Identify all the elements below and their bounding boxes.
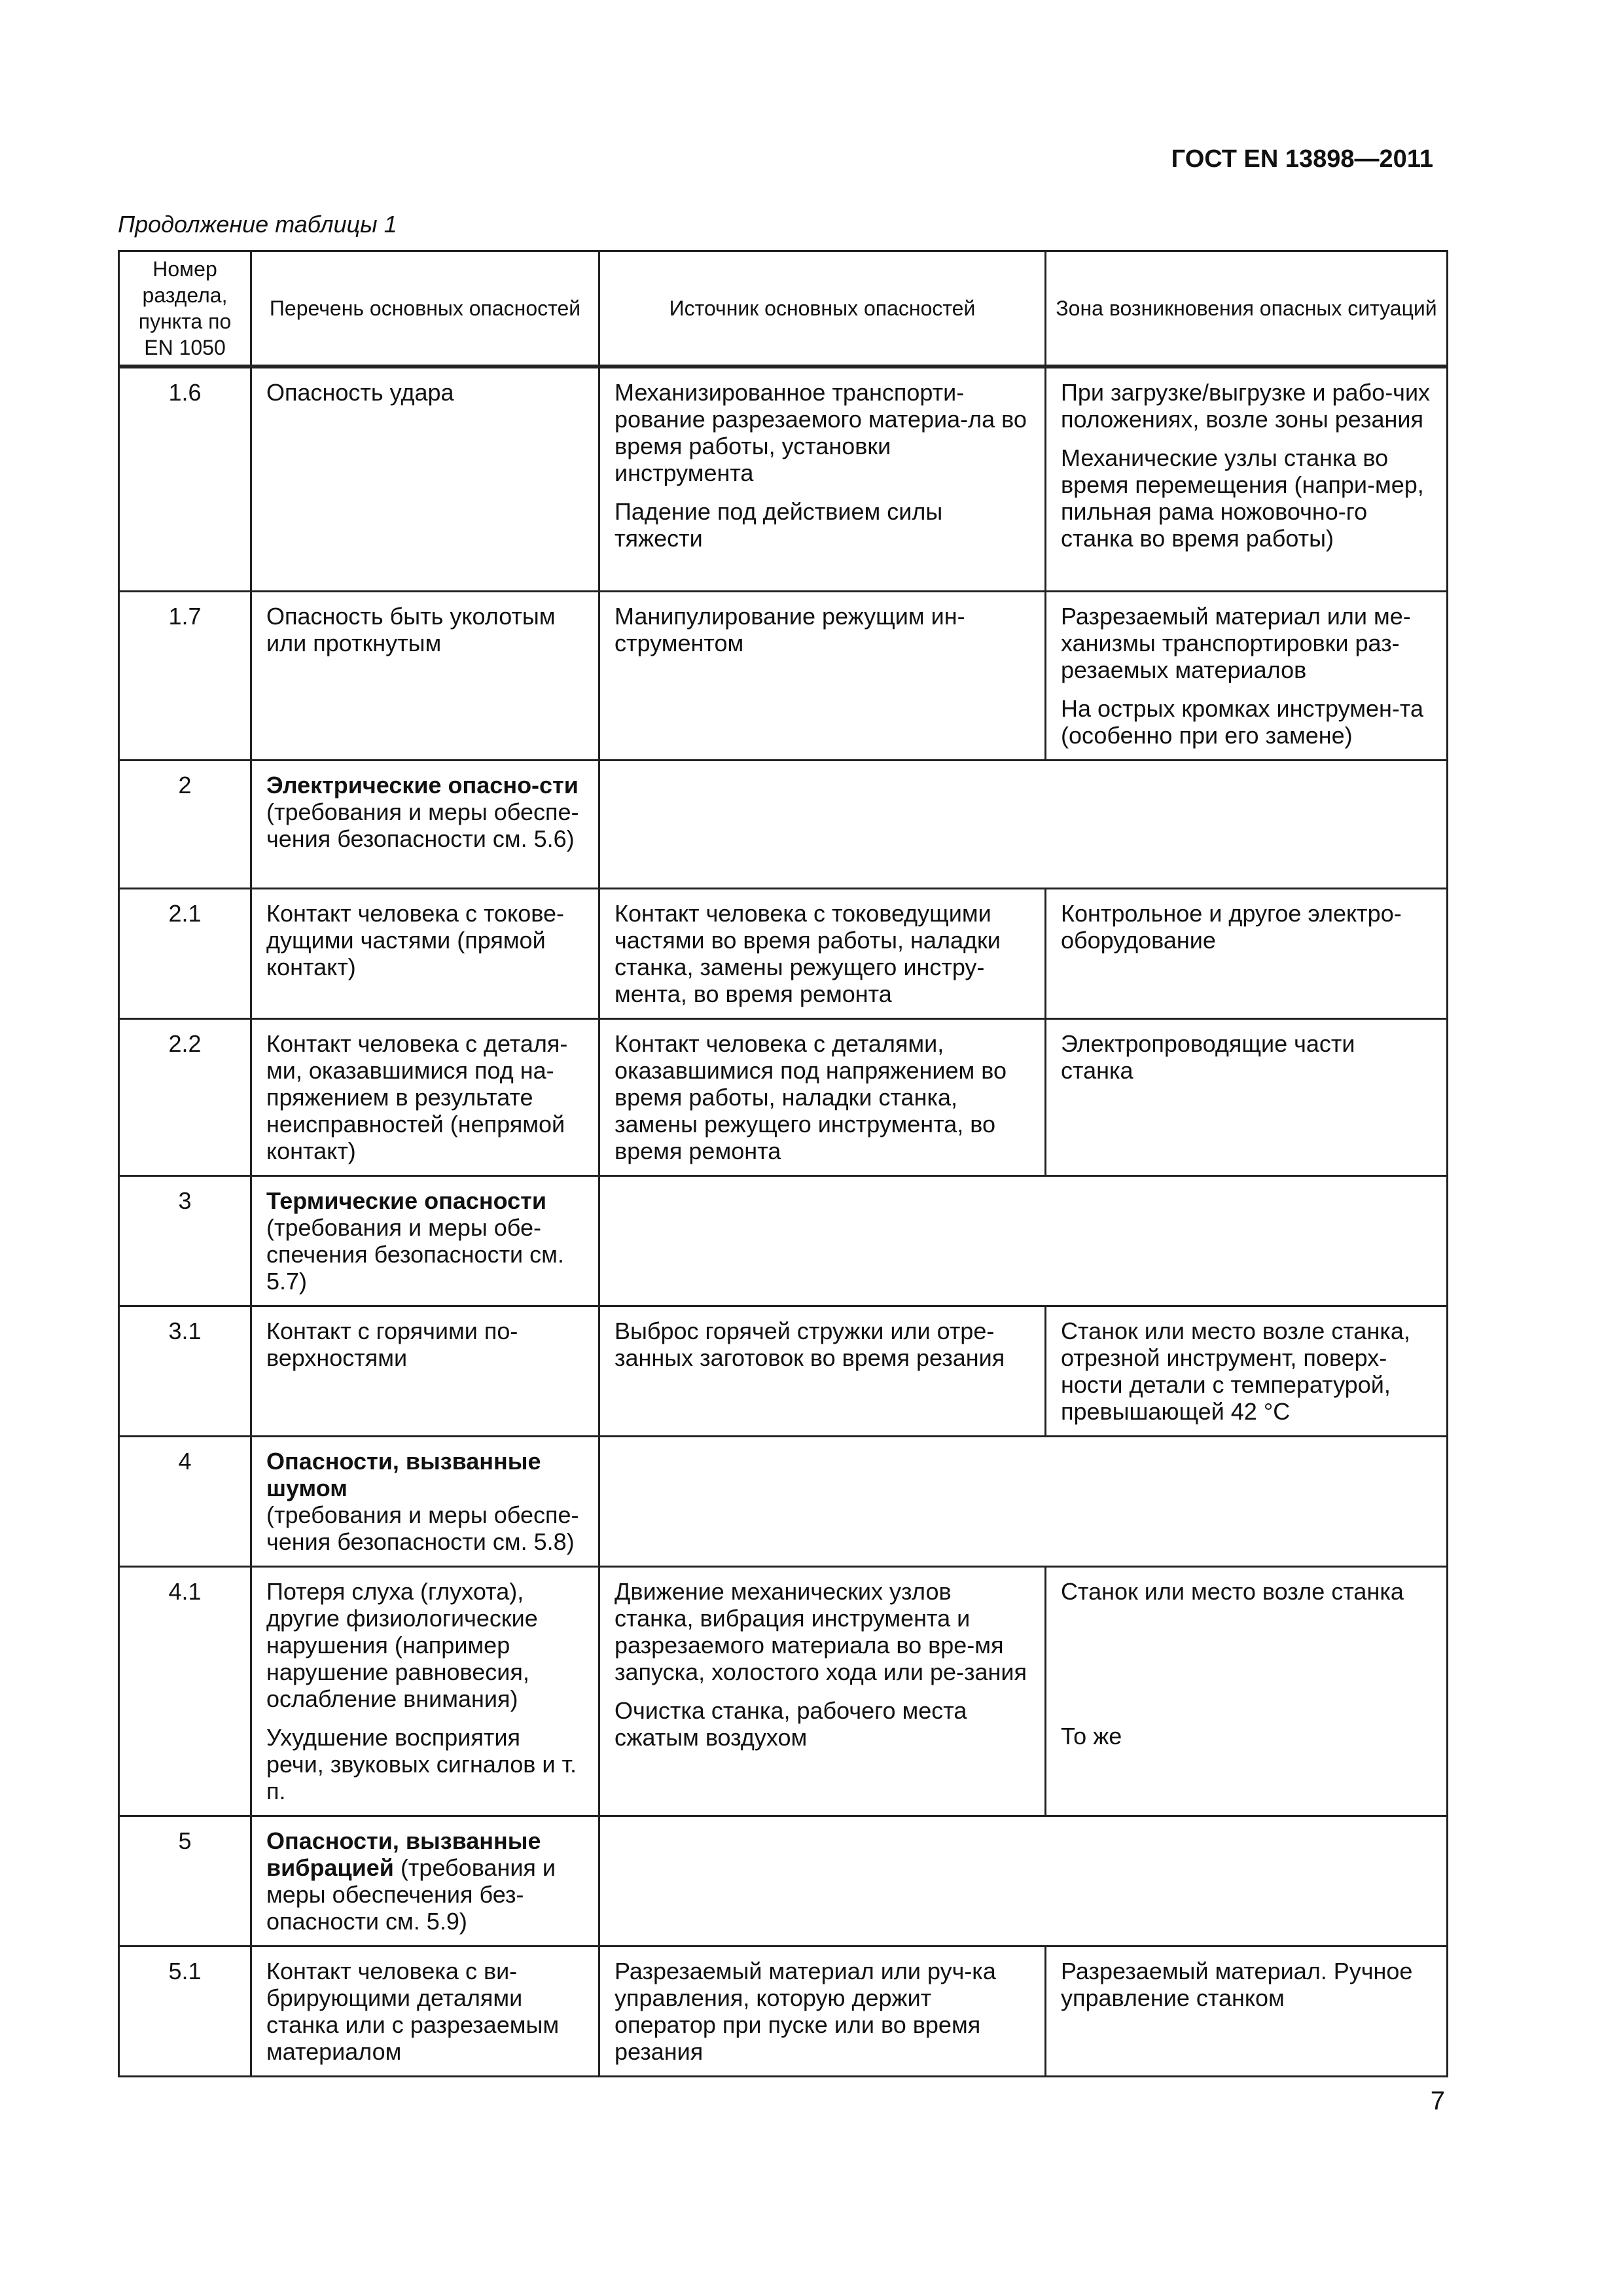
section-requirements: (требования и меры обеспе-чения безопасности см. 5.8) bbox=[266, 1501, 579, 1555]
hazard-text: Контакт человека с токове-дущими частями (прямой контакт) bbox=[266, 899, 564, 980]
standard-code: ГОСТ EN 13898—2011 bbox=[1171, 145, 1433, 173]
table-row bbox=[119, 367, 1448, 591]
zone-text: Электропроводящие части станка bbox=[1061, 1030, 1355, 1084]
zone-text: На острых кромках инструмен-та (особенно при его замене) bbox=[1061, 694, 1423, 749]
source-cell bbox=[599, 888, 1046, 1018]
table-row bbox=[119, 1018, 1448, 1175]
row-number: 1.6 bbox=[119, 367, 251, 591]
hazard-text: Контакт с горячими по-верхностями bbox=[266, 1317, 518, 1371]
zone-cell bbox=[1046, 1306, 1448, 1436]
zone-text: Разрезаемый материал или ме-ханизмы транспортировки раз-резаемых материалов bbox=[1061, 602, 1411, 683]
zone-text: То же bbox=[1061, 1722, 1122, 1749]
zone-text: Разрезаемый материал. Ручное управление станком bbox=[1061, 1957, 1413, 2011]
source-text: Механизированное транспорти-рование разрезаемого материа-ла во время работы, установки инструмента bbox=[615, 379, 1027, 486]
zone-text: Станок или место возле станка, отрезной инструмент, поверх-ности детали с температурой, превышающей 42 °С bbox=[1061, 1317, 1410, 1425]
empty-cell bbox=[599, 1175, 1448, 1306]
row-number: 2.2 bbox=[119, 1018, 251, 1175]
table-row bbox=[119, 888, 1448, 1018]
hazard-text: Контакт человека с деталя-ми, оказавшимися под на-пряжением в результате неисправностей (непрямой контакт) bbox=[266, 1030, 568, 1164]
hazard-cell bbox=[251, 1175, 599, 1306]
zone-cell bbox=[1046, 1946, 1448, 2076]
page-number: 7 bbox=[1430, 2087, 1445, 2115]
hazard-cell bbox=[251, 367, 599, 591]
section-title: Опасности, вызванные вибрацией bbox=[266, 1827, 541, 1881]
source-text: Разрезаемый материал или руч-ка управления, которую держит оператор при пуске или во время резания bbox=[615, 1957, 996, 2065]
zone-cell bbox=[1046, 367, 1448, 591]
source-cell bbox=[599, 367, 1046, 591]
hazard-text: Потеря слуха (глухота), другие физиологические нарушения (например нарушение равновесия, ослабление внимания) bbox=[266, 1577, 538, 1712]
table-row-section bbox=[119, 760, 1448, 888]
source-text: Движение механических узлов станка, вибрация инструмента и разрезаемого материала во вре-мя запуска, холостого хода или ре-зания bbox=[615, 1577, 1027, 1685]
source-text: Контакт человека с деталями, оказавшимися под напряжением во время работы, наладки станка, замены режущего инструмента, во время ремонта bbox=[615, 1030, 1007, 1164]
hazard-text: Опасность быть уколотым или проткнутым bbox=[266, 602, 556, 656]
column-header-source: Источник основных опасностей bbox=[599, 251, 1046, 367]
hazard-cell bbox=[251, 591, 599, 760]
column-header-zone: Зона возникновения опасных ситуаций bbox=[1046, 251, 1448, 367]
row-number: 5 bbox=[119, 1816, 251, 1946]
hazard-cell bbox=[251, 1566, 599, 1816]
row-number: 2 bbox=[119, 760, 251, 888]
section-requirements: (требования и меры обе-спечения безопасности см. 5.7) bbox=[266, 1213, 564, 1295]
hazards-table bbox=[118, 250, 1448, 2077]
empty-cell bbox=[599, 1436, 1448, 1566]
zone-cell bbox=[1046, 888, 1448, 1018]
section-title: Электрические опасно-сти bbox=[266, 771, 579, 798]
zone-text: Механические узлы станка во время перемещения (напри-мер, пильная рама ножовочно-го станка во время работы) bbox=[1061, 444, 1424, 552]
section-title: Опасности, вызванные шумом bbox=[266, 1447, 541, 1501]
source-text: Падение под действием силы тяжести bbox=[615, 498, 943, 552]
zone-text: При загрузке/выгрузке и рабо-чих положениях, возле зоны резания bbox=[1061, 379, 1431, 433]
zone-text: Контрольное и другое электро-оборудование bbox=[1061, 899, 1402, 954]
row-number: 4.1 bbox=[119, 1566, 251, 1816]
table-row-section bbox=[119, 1816, 1448, 1946]
zone-cell bbox=[1046, 591, 1448, 760]
table-row-section bbox=[119, 1436, 1448, 1566]
section-title: Термические опасности bbox=[266, 1187, 546, 1214]
source-cell bbox=[599, 1946, 1046, 2076]
source-cell bbox=[599, 1018, 1046, 1175]
hazard-text: Опасность удара bbox=[266, 379, 454, 406]
hazard-cell bbox=[251, 1306, 599, 1436]
empty-cell bbox=[599, 760, 1448, 888]
zone-cell bbox=[1046, 1018, 1448, 1175]
hazard-cell bbox=[251, 888, 599, 1018]
section-requirements: (требования и меры обеспе-чения безопасности см. 5.6) bbox=[266, 798, 579, 852]
source-cell bbox=[599, 1566, 1046, 1816]
table-caption: Продолжение таблицы 1 bbox=[118, 211, 397, 238]
row-number: 5.1 bbox=[119, 1946, 251, 2076]
hazard-cell bbox=[251, 1946, 599, 2076]
row-number: 4 bbox=[119, 1436, 251, 1566]
hazard-cell bbox=[251, 1436, 599, 1566]
table-row bbox=[119, 1946, 1448, 2076]
source-text: Контакт человека с токоведущими частями во время работы, наладки станка, замены режущего инстру-мента, во время ремонта bbox=[615, 899, 1001, 1007]
source-text: Очистка станка, рабочего места сжатым воздухом bbox=[615, 1696, 967, 1751]
zone-text: Станок или место возле станка bbox=[1061, 1577, 1404, 1605]
table-row bbox=[119, 1566, 1448, 1816]
hazard-text: Контакт человека с ви-брирующими деталями станка или с разрезаемым материалом bbox=[266, 1957, 560, 2065]
table-header-row bbox=[119, 251, 1448, 367]
empty-cell bbox=[599, 1816, 1448, 1946]
row-number: 3.1 bbox=[119, 1306, 251, 1436]
hazard-cell bbox=[251, 1018, 599, 1175]
column-header-number: Номер раздела, пункта по EN 1050 bbox=[119, 251, 251, 367]
source-cell bbox=[599, 1306, 1046, 1436]
row-number: 3 bbox=[119, 1175, 251, 1306]
zone-cell bbox=[1046, 1566, 1448, 1816]
column-header-hazards: Перечень основных опасностей bbox=[251, 251, 599, 367]
section-requirements: (требования и меры обеспечения без-опасности см. 5.9) bbox=[266, 1854, 556, 1935]
hazard-text: Ухудшение восприятия речи, звуковых сигналов и т. п. bbox=[266, 1723, 577, 1804]
hazard-cell bbox=[251, 1816, 599, 1946]
row-number: 1.7 bbox=[119, 591, 251, 760]
table-row-section bbox=[119, 1175, 1448, 1306]
hazard-cell bbox=[251, 760, 599, 888]
row-number: 2.1 bbox=[119, 888, 251, 1018]
source-cell bbox=[599, 591, 1046, 760]
table-row bbox=[119, 1306, 1448, 1436]
source-text: Выброс горячей стружки или отре-занных заготовок во время резания bbox=[615, 1317, 1005, 1371]
table-row bbox=[119, 591, 1448, 760]
source-text: Манипулирование режущим ин-струментом bbox=[615, 602, 965, 656]
